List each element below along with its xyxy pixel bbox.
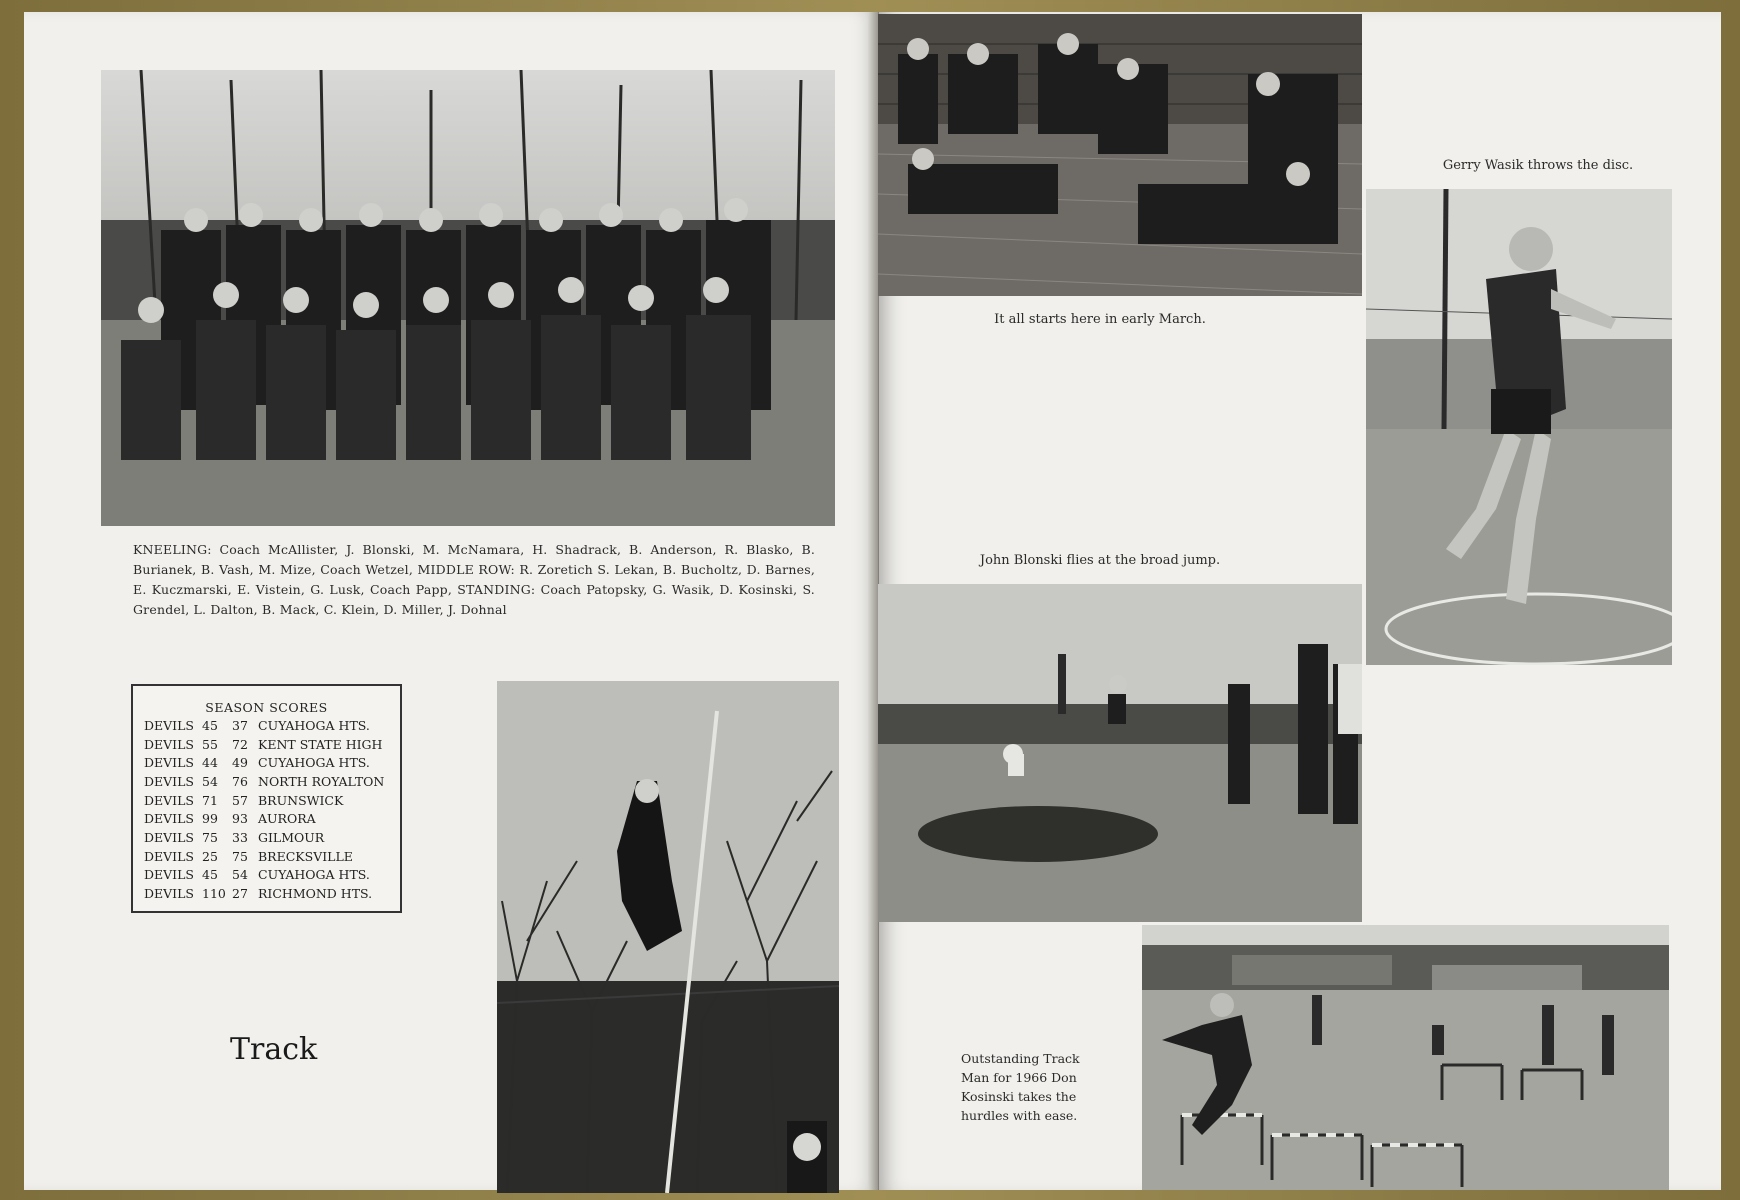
score-cell: 44 <box>202 755 218 771</box>
table-row <box>144 753 384 772</box>
opp-score-cell: 72 <box>232 736 248 752</box>
opponent-cell: BRUNSWICK <box>258 792 344 808</box>
table-row <box>144 772 384 791</box>
caption-broad-jump: John Blonski flies at the broad jump. <box>979 553 1221 568</box>
opponent-cell: CUYAHOGA HTS. <box>258 755 370 771</box>
opp-score-cell: 54 <box>232 867 248 883</box>
table-row <box>144 809 384 828</box>
score-cell: 25 <box>202 848 218 864</box>
opp-score-cell: 37 <box>232 717 248 733</box>
opp-score-cell: 76 <box>232 773 248 789</box>
gym-warmup-photo <box>878 14 1362 296</box>
team-cell: DEVILS <box>144 717 194 733</box>
opp-score-cell: 75 <box>232 848 248 864</box>
team-photo <box>101 70 835 526</box>
team-cell: DEVILS <box>144 773 194 789</box>
opp-score-cell: 93 <box>232 811 248 827</box>
team-cell: DEVILS <box>144 867 194 883</box>
caption-hurdles: Outstanding Track Man for 1966 Don Kosinski takes the hurdles with ease. <box>961 1051 1080 1123</box>
scores-grid <box>144 716 384 903</box>
season-scores-table <box>131 684 402 913</box>
caption-early-march: It all starts here in early March. <box>994 312 1206 327</box>
season-scores-title: SEASON SCORES <box>205 700 328 715</box>
team-cell: DEVILS <box>144 811 194 827</box>
table-row <box>144 847 384 866</box>
opponent-cell: KENT STATE HIGH <box>258 736 383 752</box>
score-cell: 99 <box>202 811 218 827</box>
score-cell: 110 <box>202 886 226 902</box>
opp-score-cell: 49 <box>232 755 248 771</box>
table-row <box>144 866 384 885</box>
disc-throw-photo <box>1366 189 1672 665</box>
caption-disc-throw: Gerry Wasik throws the disc. <box>1442 158 1634 173</box>
opponent-cell: BRECKSVILLE <box>258 848 353 864</box>
section-title: Track <box>230 1032 318 1067</box>
table-row <box>144 884 384 903</box>
table-row <box>144 828 384 847</box>
opp-score-cell: 27 <box>232 886 248 902</box>
score-cell: 75 <box>202 829 218 845</box>
hurdles-photo <box>1142 925 1669 1190</box>
opponent-cell: GILMOUR <box>258 829 325 845</box>
team-cell: DEVILS <box>144 792 194 808</box>
team-cell: DEVILS <box>144 886 194 902</box>
score-cell: 45 <box>202 867 218 883</box>
score-cell: 45 <box>202 717 218 733</box>
score-cell: 55 <box>202 736 218 752</box>
table-row <box>144 716 384 735</box>
table-row <box>144 791 384 810</box>
opp-score-cell: 57 <box>232 792 248 808</box>
opp-score-cell: 33 <box>232 829 248 845</box>
broad-jump-photo <box>878 584 1362 922</box>
team-cell: DEVILS <box>144 736 194 752</box>
team-cell: DEVILS <box>144 755 194 771</box>
table-row <box>144 735 384 754</box>
opponent-cell: CUYAHOGA HTS. <box>258 717 370 733</box>
opponent-cell: AURORA <box>258 811 316 827</box>
score-cell: 71 <box>202 792 218 808</box>
team-cell: DEVILS <box>144 829 194 845</box>
opponent-cell: RICHMOND HTS. <box>258 886 373 902</box>
pole-vault-photo <box>497 681 839 1193</box>
opponent-cell: NORTH ROYALTON <box>258 773 385 789</box>
team-photo-caption: KNEELING: Coach McAllister, J. Blonski, M. McNamara, H. Shadrack, B. Anderson, R. Blasko, B. Burianek, B. Vash, M. Mize, Coach Wetzel, MIDDLE ROW: R. Zoretich S. Lekan, B. Bucholtz, D. Barnes, E. Kuczmarski, E. Vistein, G. Lusk, Coach Papp, STANDING: Coach Patopsky, G. Wasik, D. Kosinski, S. Grendel, L. Dalton, B. Mack, C. Klein, D. Miller, J. Dohnal <box>133 542 815 617</box>
team-cell: DEVILS <box>144 848 194 864</box>
opponent-cell: CUYAHOGA HTS. <box>258 867 370 883</box>
score-cell: 54 <box>202 773 218 789</box>
